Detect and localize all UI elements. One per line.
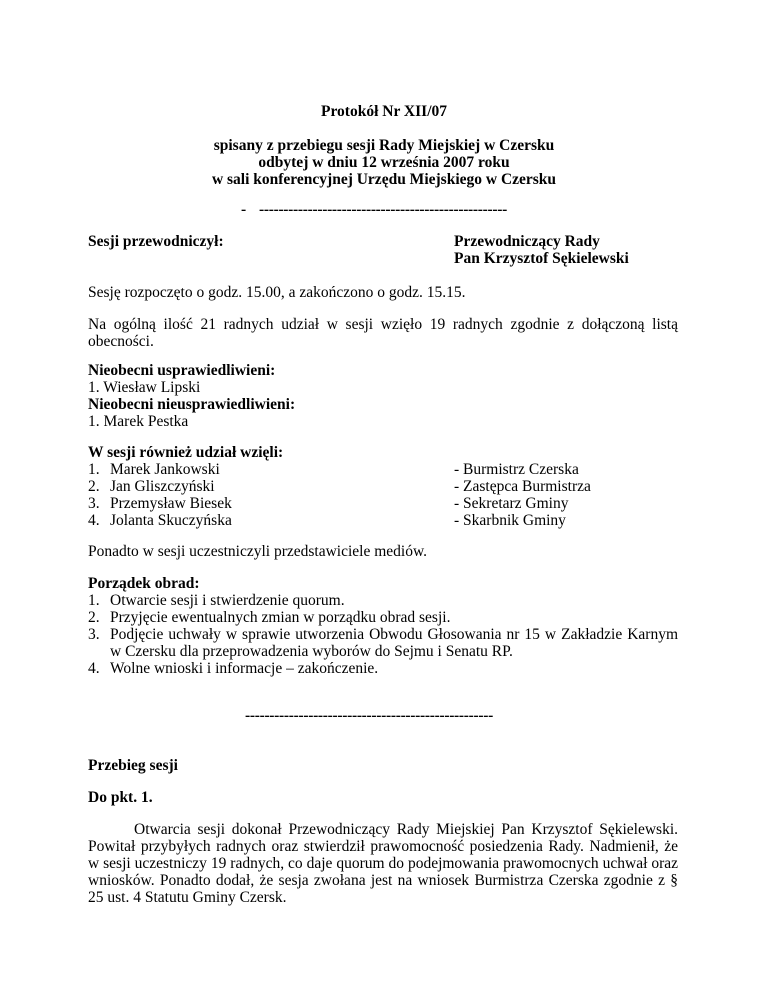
agenda-item <box>88 626 678 660</box>
attendance-paragraph: Na ogólną ilość 21 radnych udział w sesji wzięło 19 radnych zgodnie z dołączoną listą obecności. <box>88 316 678 350</box>
guests-heading: W sesji również udział wzięli: <box>88 444 284 461</box>
guest-number: 3. <box>88 495 100 512</box>
document-subtitle-3: w sali konferencyjnej Urzędu Miejskiego w Czersku <box>211 171 557 188</box>
agenda-item-number: 4. <box>88 660 100 677</box>
guest-number: 4. <box>88 512 100 529</box>
session-times: Sesję rozpoczęto o godz. 15.00, a zakończono o godz. 15.15. <box>88 284 466 301</box>
point1-paragraph: Otwarcia sesji dokonał Przewodniczący Rady Miejskiej Pan Krzysztof Sękielewski. Powitał przybyłych radnych oraz stwierdził prawomocność posiedzenia Rady. Nadmienił, że w sesji uczestniczy 19 radnych, co daje quorum do podejmowania prawomocnych uchwał oraz wniosków. Ponadto dodał, że sesja zwołana jest na wniosek Burmistrza Czerska zgodnie z § 25 ust. 4 Statutu Gminy Czersk. <box>88 821 678 906</box>
dash-line: --------------------------------------------------- <box>259 201 507 218</box>
guest-item <box>88 512 232 529</box>
guest-role: - Sekretarz Gminy <box>454 495 569 512</box>
agenda-heading: Porządek obrad: <box>88 575 200 592</box>
document-subtitle-2: odbytej w dniu 12 września 2007 roku <box>258 154 510 171</box>
absent-excused-item: 1. Wiesław Lipski <box>88 379 201 396</box>
point1-heading: Do pkt. 1. <box>88 789 153 806</box>
agenda-item-text: Podjęcie uchwały w sprawie utworzenia Obwodu Głosowania nr 15 w Zakładzie Karnym w Czersku dla przeprowadzenia wyborów do Sejmu i Senatu RP. <box>110 626 678 660</box>
guest-item <box>88 478 215 495</box>
section-separator: --------------------------------------------------- <box>245 707 493 724</box>
media-note: Ponadto w sesji uczestniczyli przedstawiciele mediów. <box>88 543 428 560</box>
chair-label: Sesji przewodniczył: <box>88 233 224 250</box>
agenda-list <box>88 592 678 677</box>
guest-item <box>88 461 220 478</box>
guest-number: 1. <box>88 461 100 478</box>
absent-unexcused-item: 1. Marek Pestka <box>88 413 189 430</box>
guest-name: Jan Gliszczyński <box>110 478 215 495</box>
dash-prefix: - <box>241 201 247 218</box>
proceedings-heading: Przebieg sesji <box>88 757 178 774</box>
agenda-item-number: 2. <box>88 609 100 626</box>
agenda-item-text: Otwarcie sesji i stwierdzenie quorum. <box>110 592 345 609</box>
agenda-item <box>88 609 678 626</box>
document-title: Protokół Nr XII/07 <box>320 103 447 120</box>
guest-name: Przemysław Biesek <box>110 495 232 512</box>
agenda-item-text: Wolne wnioski i informacje – zakończenie. <box>110 660 379 677</box>
agenda-item <box>88 592 678 609</box>
agenda-item-number: 3. <box>88 626 100 643</box>
guest-name: Marek Jankowski <box>110 461 220 478</box>
guest-role: - Zastępca Burmistrza <box>454 478 591 495</box>
absent-unexcused-heading: Nieobecni nieusprawiedliwieni: <box>88 396 296 413</box>
guest-number: 2. <box>88 478 100 495</box>
chair-name: Pan Krzysztof Sękielewski <box>454 250 629 267</box>
agenda-item <box>88 660 678 677</box>
agenda-item-text: Przyjęcie ewentualnych zmian w porządku obrad sesji. <box>110 609 451 626</box>
document-subtitle-1: spisany z przebiegu sesji Rady Miejskiej w Czersku <box>213 137 555 154</box>
guest-role: - Skarbnik Gminy <box>454 512 566 529</box>
guest-name: Jolanta Skuczyńska <box>110 512 232 529</box>
absent-excused-heading: Nieobecni usprawiedliwieni: <box>88 362 276 379</box>
guest-item <box>88 495 232 512</box>
chair-role: Przewodniczący Rady <box>454 233 600 250</box>
agenda-item-number: 1. <box>88 592 100 609</box>
guest-role: - Burmistrz Czerska <box>454 461 579 478</box>
